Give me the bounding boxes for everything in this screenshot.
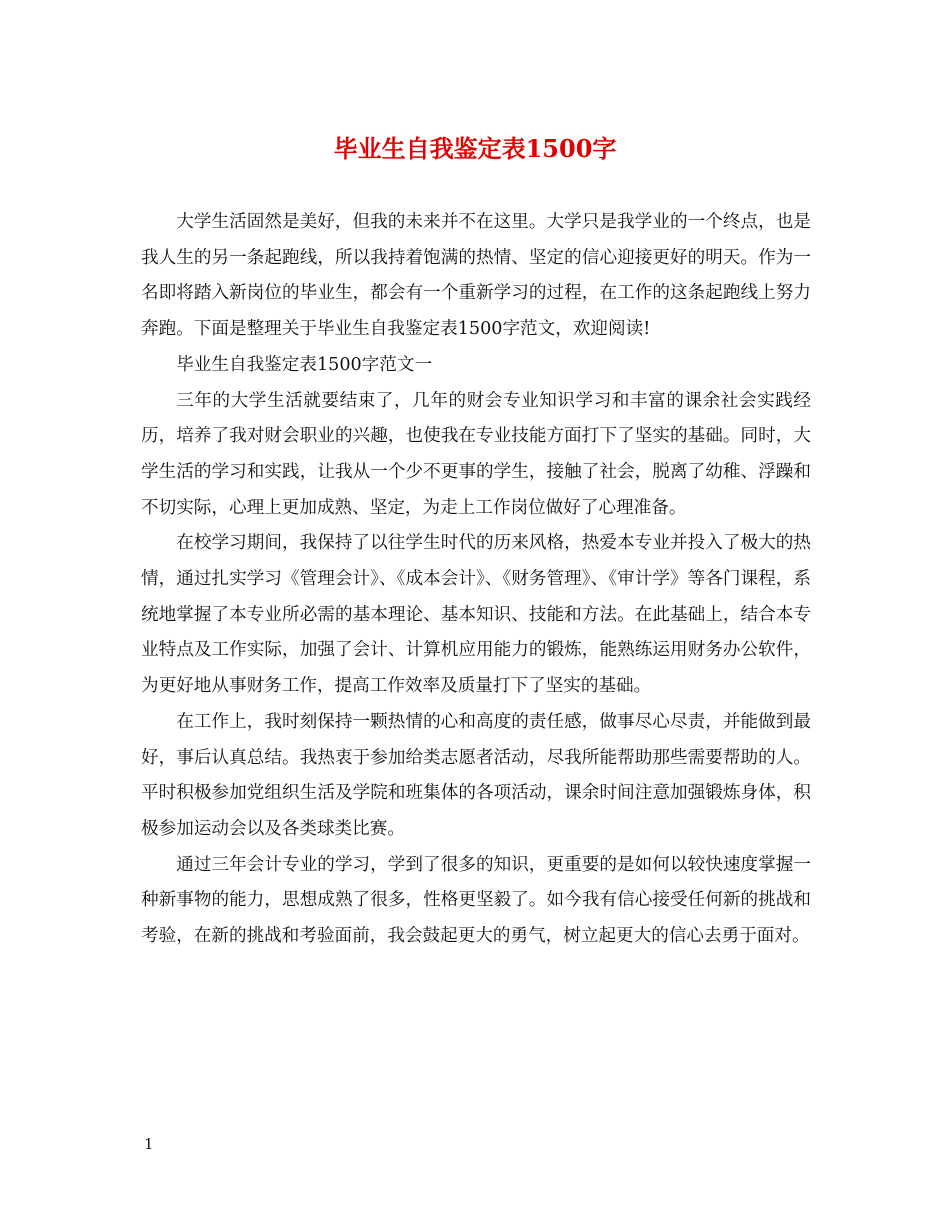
section-heading: 毕业生自我鉴定表1500字范文一	[176, 354, 433, 375]
intro-paragraph: 大学生活固然是美好，但我的未来并不在这里。大学只是我学业的一个终点，也是我人生的另一条起跑线，所以我持着饱满的热情、坚定的信心迎接更好的明天。作为一名即将踏入新岗位的毕业生，都会有一个重新学习的过程，在工作的这条起跑线上努力奔跑。下面是整理关于毕业生自我鉴定表1500字范文，欢迎阅读!	[141, 212, 811, 340]
page-number: 1	[144, 1135, 154, 1153]
body-paragraph: 在校学习期间，我保持了以往学生时代的历来风格，热爱本专业并投入了极大的热情，通过扎实学习《管理会计》、《成本会计》、《财务管理》、《审计学》等各门课程，系统地掌握了本专业所必需的基本理论、基本知识、技能和方法。在此基础上，结合本专业特点及工作实际，加强了会计、计算机应用能力的锻炼，能熟练运用财务办公软件，为更好地从事财务工作，提高工作效率及质量打下了坚实的基础。	[141, 533, 811, 697]
document-title: 毕业生自我鉴定表1500字	[333, 134, 617, 163]
body-paragraph: 在工作上，我时刻保持一颗热情的心和高度的责任感，做事尽心尽责，并能做到最好，事后认真总结。我热衷于参加给类志愿者活动，尽我所能帮助那些需要帮助的人。平时积极参加党组织生活及学院和班集体的各项活动，课余时间注意加强锻炼身体，积极参加运动会以及各类球类比赛。	[141, 711, 811, 839]
document-body	[141, 205, 811, 955]
body-paragraph: 通过三年会计专业的学习，学到了很多的知识，更重要的是如何以较快速度掌握一种新事物的能力，思想成熟了很多，性格更坚毅了。如今我有信心接受任何新的挑战和考验，在新的挑战和考验面前，我会鼓起更大的勇气，树立起更大的信心去勇于面对。	[141, 854, 811, 947]
body-paragraph: 三年的大学生活就要结束了，几年的财会专业知识学习和丰富的课余社会实践经历，培养了我对财会职业的兴趣，也使我在专业技能方面打下了坚实的基础。同时，大学生活的学习和实践，让我从一个少不更事的学生，接触了社会，脱离了幼稚、浮躁和不切实际，心理上更加成熟、坚定，为走上工作岗位做好了心理准备。	[141, 390, 811, 518]
